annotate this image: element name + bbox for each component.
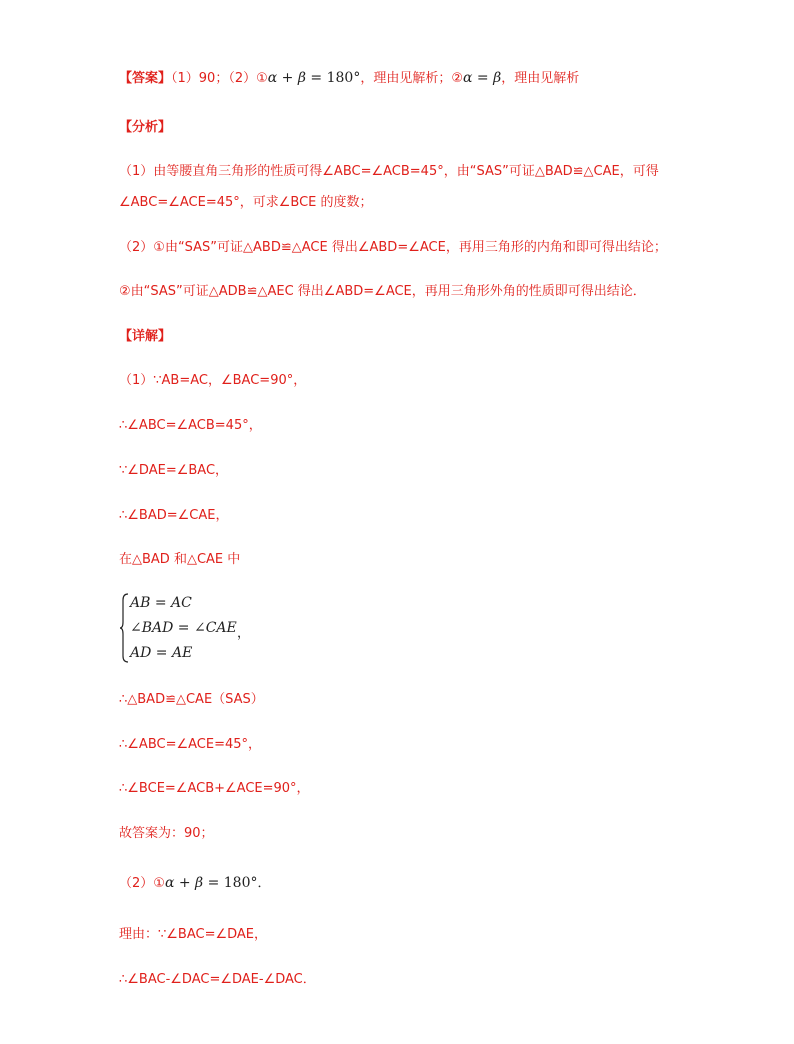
answer-expr2-eq: = (472, 70, 494, 86)
answer-expr2-lhs: α (463, 70, 473, 86)
circle-one: ① (256, 71, 268, 86)
analysis-line-4 (119, 283, 646, 301)
analysis-tag: 【分析】 (119, 120, 172, 135)
answer-part1: （1）90；（2） (171, 71, 257, 86)
analysis-line-2: ∠ABC=∠ACE=45°，可求∠BCE 的度数； (119, 195, 373, 210)
detail-step-9: 故答案为：90； (119, 826, 214, 841)
detail-step-11: 理由：∵∠BAC=∠DAE， (119, 927, 268, 942)
detail-step-2: ∴∠ABC=∠ACB=45°， (119, 418, 262, 433)
system-row-1: AB = AC (130, 595, 192, 611)
detail-step-10 (119, 874, 271, 893)
circle-two: ② (119, 284, 131, 299)
system-row-3: AD = AE (130, 645, 193, 661)
detail-step-8: ∴∠BCE=∠ACB+∠ACE=90°， (119, 781, 310, 796)
analysis-line-3-prefix: （2） (119, 240, 154, 255)
detail-step-10-lhs: α + β (164, 875, 204, 891)
answer-line (119, 69, 579, 88)
equation-system (119, 592, 279, 664)
detail-step-1: （1）∵AB=AC，∠BAC=90°， (119, 373, 307, 388)
detail-step-5: 在△BAD 和△CAE 中 (119, 552, 241, 567)
detail-step-12: ∴∠BAC-∠DAC=∠DAE-∠DAC． (119, 972, 316, 987)
answer-expr1-rhs: 180° (326, 70, 361, 86)
system-row-2: ∠BAD = ∠CAE (130, 620, 237, 636)
answer-expr2-rhs: β (493, 70, 502, 86)
analysis-line-3-text: 由“SAS”可证△ABD≌△ACE 得出∠ABD=∠ACE，再用三角形的内角和即可得出结论； (164, 240, 667, 255)
answer-expr1-eq: = (305, 70, 327, 86)
detail-step-10-rhs: 180° (223, 875, 258, 891)
circle-two: ② (451, 71, 463, 86)
system-comma: ， (237, 626, 251, 641)
analysis-line-1: （1）由等腰直角三角形的性质可得∠ABC=∠ACB=45°，由“SAS”可证△BAD≌△CAE，可得 (119, 164, 659, 179)
detail-step-7: ∴∠ABC=∠ACE=45°， (119, 737, 262, 752)
answer-tag: 【答案】 (119, 71, 172, 86)
circle-one: ① (153, 240, 165, 255)
left-brace-icon (119, 592, 129, 664)
detail-step-10-prefix: （2） (119, 876, 154, 891)
circle-one: ① (153, 876, 165, 891)
answer-reason1: ，理由见解析； (360, 71, 452, 86)
analysis-line-3 (119, 239, 667, 257)
detail-step-6: ∴△BAD≌△CAE（SAS） (119, 692, 264, 707)
detail-step-10-end: ． (257, 876, 271, 891)
detail-tag: 【详解】 (119, 329, 172, 344)
answer-expr1-lhs: α + β (267, 70, 306, 86)
analysis-line-4-text: 由“SAS”可证△ADB≌△AEC 得出∠ABD=∠ACE，再用三角形外角的性质即可得出结论． (130, 284, 646, 299)
detail-step-3: ∵∠DAE=∠BAC， (119, 463, 229, 478)
answer-reason2: ，理由见解析 (501, 71, 580, 86)
detail-step-10-eq: = (203, 875, 224, 891)
detail-step-4: ∴∠BAD=∠CAE， (119, 508, 229, 523)
